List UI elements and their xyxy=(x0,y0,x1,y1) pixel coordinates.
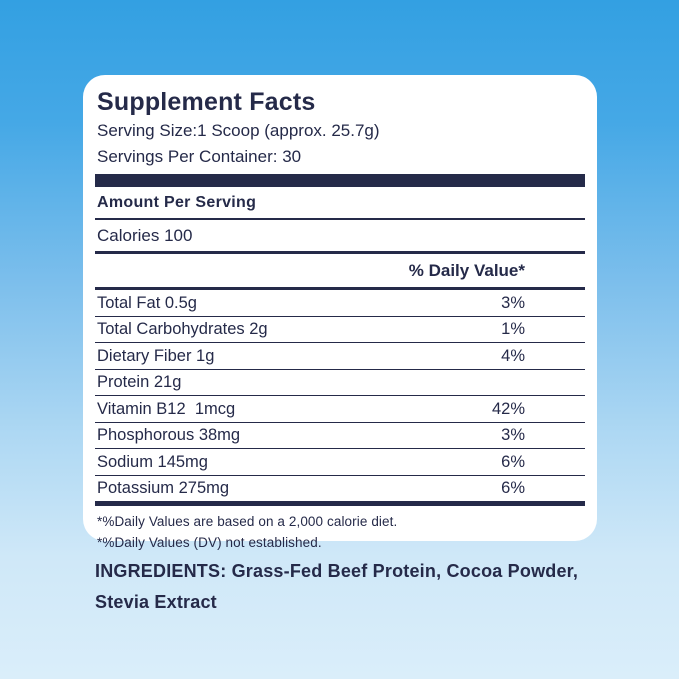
nutrient-row xyxy=(95,290,585,317)
nutrient-name: Dietary Fiber 1g xyxy=(97,346,215,365)
nutrient-daily-value: 4% xyxy=(501,346,525,365)
nutrient-row xyxy=(95,449,585,476)
nutrient-row xyxy=(95,423,585,450)
nutrient-table xyxy=(95,290,585,501)
nutrient-daily-value: 3% xyxy=(501,293,525,312)
supplement-facts-panel xyxy=(83,75,597,550)
nutrient-name: Protein 21g xyxy=(97,373,182,391)
nutrient-name: Vitamin B12 1mcg xyxy=(97,399,236,418)
serving-size-text: Serving Size:1 Scoop (approx. 25.7g) xyxy=(97,121,380,140)
ingredients-text: INGREDIENTS: Grass-Fed Beef Protein, Cocoa Powder, Stevia Extract xyxy=(95,561,579,612)
nutrient-name: Phosphorous 38mg xyxy=(97,426,241,444)
calories-row: Calories 100 xyxy=(95,220,585,254)
footnotes-section xyxy=(95,506,585,553)
nutrient-row xyxy=(95,396,585,423)
nutrient-name: Potassium 275mg xyxy=(97,479,230,497)
daily-value-header: % Daily Value* xyxy=(95,254,585,290)
top-divider-bar xyxy=(95,174,585,187)
nutrient-name: Total Carbohydrates 2g xyxy=(97,320,268,338)
nutrient-daily-value: 1% xyxy=(501,320,525,338)
nutrient-daily-value: 6% xyxy=(501,479,525,497)
nutrient-daily-value: 42% xyxy=(491,399,525,418)
footnote-line: *%Daily Values are based on a 2,000 calorie diet. xyxy=(97,514,398,529)
nutrient-daily-value: 3% xyxy=(501,426,525,444)
amount-per-serving-header: Amount Per Serving xyxy=(95,187,585,220)
servings-per-container-text: Servings Per Container: 30 xyxy=(97,147,302,166)
nutrient-row xyxy=(95,343,585,370)
nutrient-daily-value: 6% xyxy=(501,452,525,471)
nutrient-row xyxy=(95,370,585,397)
nutrient-name: Total Fat 0.5g xyxy=(97,293,197,312)
footnote-line: *%Daily Values (DV) not established. xyxy=(97,535,322,550)
nutrient-row xyxy=(95,317,585,344)
panel-title: Supplement Facts xyxy=(97,88,316,116)
nutrient-row xyxy=(95,476,585,502)
nutrient-name: Sodium 145mg xyxy=(97,452,208,471)
